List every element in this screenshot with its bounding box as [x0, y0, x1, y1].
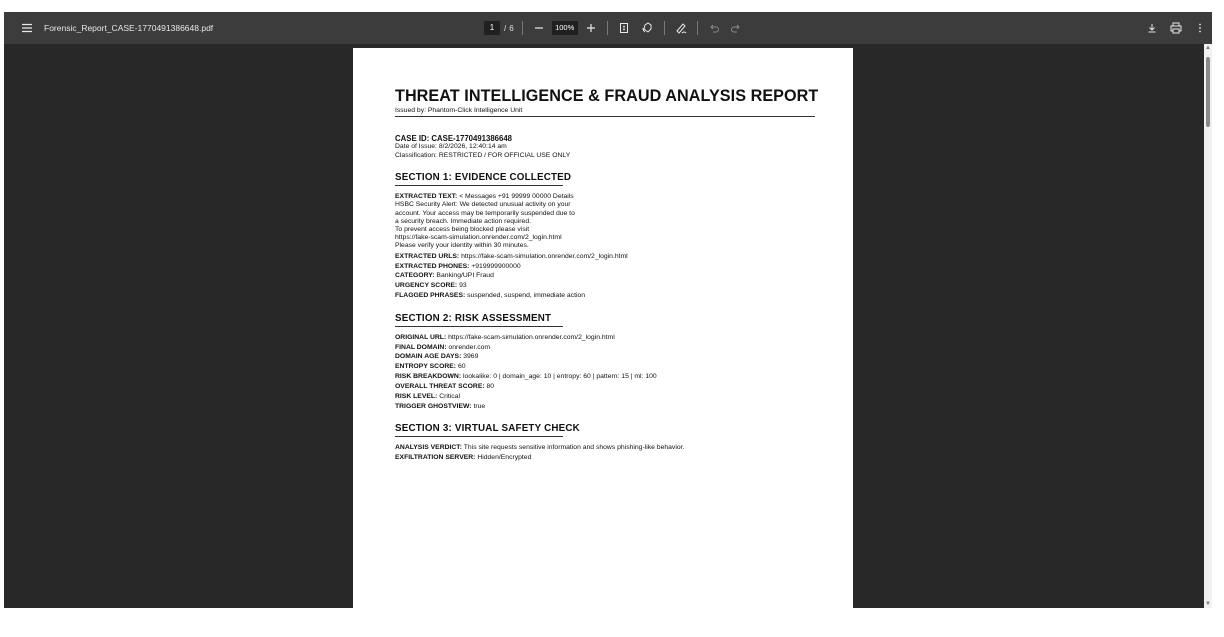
section-3-rule: [395, 436, 563, 437]
field-label: EXFILTRATION SERVER:: [395, 454, 476, 462]
toolbar-divider: [607, 21, 608, 35]
report-body: [395, 87, 819, 464]
page-zoom-controls: [484, 12, 744, 44]
field-label: ORIGINAL URL:: [395, 333, 447, 341]
field-trigger-ghostview: [395, 403, 815, 411]
field-label: URGENCY SCORE:: [395, 282, 458, 290]
page-number-input[interactable]: 1: [484, 21, 500, 35]
field-value: onrender.com: [448, 343, 491, 351]
more-options-icon[interactable]: [1192, 20, 1208, 36]
field-label: ANALYSIS VERDICT:: [395, 444, 462, 452]
field-original-url: [395, 334, 815, 342]
section-3-heading: SECTION 3: VIRTUAL SAFETY CHECK: [395, 423, 580, 435]
scroll-down-arrow-icon[interactable]: ▼: [1205, 601, 1211, 607]
toolbar-divider: [522, 21, 523, 35]
report-title: THREAT INTELLIGENCE & FRAUD ANALYSIS REPORT: [395, 87, 819, 105]
extracted-text-line: https://fake-scam-simulation.onrender.com/2_login.html: [395, 234, 562, 242]
field-label: RISK LEVEL:: [395, 393, 438, 401]
scroll-up-arrow-icon[interactable]: ▲: [1205, 45, 1211, 51]
page-separator: /: [504, 23, 507, 33]
field-value: 60: [457, 363, 466, 371]
menu-icon[interactable]: [18, 19, 36, 37]
extracted-text-line: HSBC Security Alert: We detected unusual activity on your: [395, 201, 571, 209]
document-viewport[interactable]: [4, 44, 1212, 608]
field-label: DOMAIN AGE DAYS:: [395, 353, 462, 361]
scrollbar-thumb[interactable]: [1206, 57, 1210, 127]
extracted-text-line: To prevent access being blocked please visit: [395, 226, 530, 233]
toolbar-divider: [697, 21, 698, 35]
field-overall-threat-score: [395, 383, 815, 391]
file-actions: [1144, 12, 1208, 44]
field-extracted-phones: [395, 263, 815, 271]
field-value: 3969: [463, 353, 479, 361]
field-value: suspended, suspend, immediate action: [467, 292, 586, 300]
extracted-text: [395, 193, 815, 250]
field-urgency-score: [395, 282, 815, 290]
pdf-page: [353, 48, 853, 608]
field-risk-breakdown: [395, 373, 815, 381]
print-icon[interactable]: [1168, 20, 1184, 36]
field-label: RISK BREAKDOWN:: [395, 373, 462, 381]
field-flagged-phrases: [395, 292, 815, 300]
field-label: OVERALL THREAT SCORE:: [395, 383, 485, 391]
redo-icon[interactable]: [728, 20, 744, 36]
field-exfiltration-server: [395, 454, 815, 462]
field-extracted-urls: [395, 253, 815, 261]
pdf-toolbar: [4, 12, 1212, 44]
zoom-out-icon[interactable]: [531, 20, 547, 36]
section-2-rule: [395, 326, 563, 327]
field-value: https://fake-scam-simulation.onrender.com/2_login.html: [448, 333, 615, 341]
extracted-text-label: EXTRACTED TEXT:: [395, 193, 458, 201]
field-domain-age-days: [395, 353, 815, 361]
field-label: FINAL DOMAIN:: [395, 343, 447, 351]
classification: Classification: RESTRICTED / FOR OFFICIAL USE ONLY: [395, 151, 571, 159]
field-risk-level: [395, 393, 815, 401]
download-icon[interactable]: [1144, 20, 1160, 36]
field-value: Banking/UPI Fraud: [436, 272, 494, 280]
title-rule: [395, 116, 815, 117]
field-value: true: [473, 402, 486, 410]
vertical-scrollbar[interactable]: [1204, 44, 1212, 608]
case-id: CASE ID: CASE-1770491386648: [395, 134, 513, 143]
field-label: EXTRACTED PHONES:: [395, 262, 470, 270]
field-label: TRIGGER GHOSTVIEW:: [395, 402, 472, 410]
rotate-icon[interactable]: [640, 20, 656, 36]
date-of-issue: Date of Issue: 8/2/2026, 12:40:14 am: [395, 143, 507, 150]
extracted-text-line: Please verify your identity within 30 minutes.: [395, 242, 529, 250]
zoom-in-icon[interactable]: [583, 20, 599, 36]
field-label: CATEGORY:: [395, 272, 435, 280]
field-value: +919999900000: [471, 262, 521, 270]
document-title: Forensic_Report_CASE-1770491386648.pdf: [44, 23, 214, 33]
field-value: 80: [486, 383, 495, 391]
field-value: Hidden/Encrypted: [477, 454, 532, 462]
page-total: 6: [509, 23, 514, 33]
field-label: EXTRACTED URLS:: [395, 252, 460, 260]
undo-icon[interactable]: [706, 20, 722, 36]
field-category: [395, 272, 815, 280]
section-1-rule: [395, 185, 563, 186]
toolbar-divider: [664, 21, 665, 35]
issued-by: Issued by: Phantom-Click Intelligence Unit: [395, 107, 523, 114]
field-entropy-score: [395, 363, 815, 371]
section-2-heading: SECTION 2: RISK ASSESSMENT: [395, 312, 552, 324]
extracted-text-line: a security breach. Immediate action required.: [395, 217, 532, 225]
field-value: https://fake-scam-simulation.onrender.com/2_login.html: [461, 252, 628, 260]
field-value: lookalike: 0 | domain_age: 10 | entropy: 60 | pattern: 15 | ml: 100: [462, 373, 657, 381]
field-analysis-verdict: [395, 444, 815, 452]
extracted-text-line: account. Your access may be temporarily suspended due to: [395, 209, 575, 217]
field-label: ENTROPY SCORE:: [395, 363, 457, 371]
field-final-domain: [395, 344, 815, 352]
annotate-icon[interactable]: [673, 20, 689, 36]
zoom-level-input[interactable]: 100%: [552, 21, 578, 35]
extracted-text-line: < Messages +91 99999 00000 Details: [459, 193, 574, 201]
section-1-heading: SECTION 1: EVIDENCE COLLECTED: [395, 172, 572, 184]
fit-page-icon[interactable]: [616, 20, 632, 36]
field-value: 93: [459, 282, 467, 290]
field-value: This site requests sensitive information and shows phishing-like behavior.: [463, 444, 685, 452]
field-value: Critical: [439, 393, 460, 401]
field-label: FLAGGED PHRASES:: [395, 292, 466, 300]
